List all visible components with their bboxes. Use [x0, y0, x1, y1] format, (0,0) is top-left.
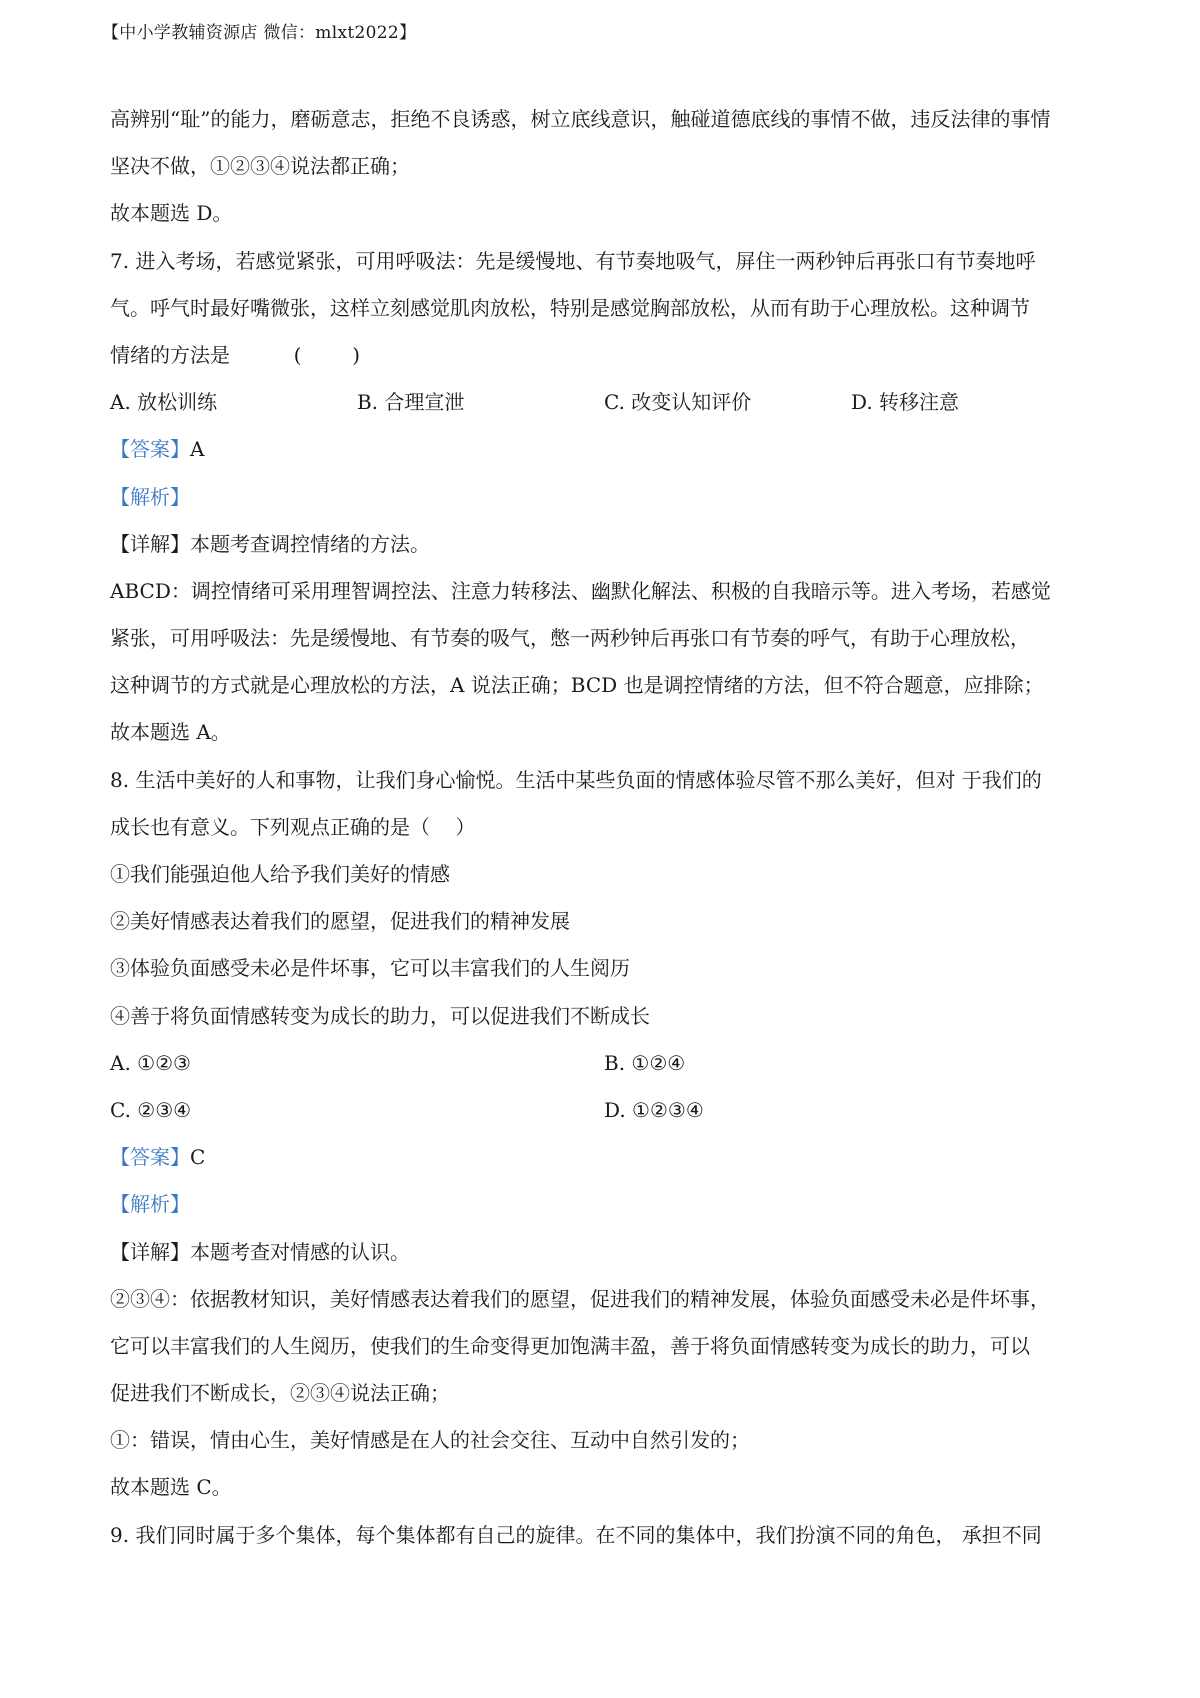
- analysis-line: [110, 474, 1100, 521]
- option-c: C. ②③④: [110, 1097, 192, 1122]
- option-d: D. 转移注意: [851, 390, 960, 415]
- explanation-line: ABCD：调控情绪可采用理智调控法、注意力转移法、幽默化解法、积极的自我暗示等。进入考场，若感觉: [110, 578, 1051, 603]
- explanation-line: 故本题选 A。: [110, 720, 231, 745]
- analysis-line: [110, 1181, 1100, 1228]
- option-a: A. ①②③: [110, 1050, 191, 1075]
- explanation-line: 故本题选 C。: [110, 1475, 232, 1500]
- answer-label: 【答案】: [110, 1145, 190, 1170]
- option-b: B. 合理宣泄: [357, 390, 465, 415]
- watermark-header: 【中小学教辅资源店 微信：mlxt2022】: [102, 23, 417, 43]
- statement-2: ②美好情感表达着我们的愿望，促进我们的精神发展: [110, 909, 570, 934]
- analysis-label: 【解析】: [110, 1192, 190, 1217]
- option-c: C. 改变认知评价: [604, 390, 752, 415]
- explanation-line: ①：错误，情由心生，美好情感是在人的社会交往、互动中自然引发的；: [110, 1428, 750, 1453]
- answer-line: [110, 1134, 1100, 1181]
- explanation-line: 紧张，可用呼吸法：先是缓慢地、有节奏的吸气，憋一两秒钟后再张口有节奏的呼气，有助于心理放松，: [110, 626, 1030, 651]
- explanation-line: 这种调节的方式就是心理放松的方法，A 说法正确；BCD 也是调控情绪的方法，但不符合题意，应排除；: [110, 673, 1044, 698]
- option-d: D. ①②③④: [604, 1097, 704, 1122]
- explanation-line: 促进我们不断成长，②③④说法正确；: [110, 1381, 450, 1406]
- answer-line: [110, 426, 1100, 473]
- question-8-stem: 8. 生活中美好的人和事物，让我们身心愉悦。生活中某些负面的情感体验尽管不那么美好，但对 于我们的: [110, 767, 1042, 792]
- option-a: A. 放松训练: [110, 390, 218, 415]
- paragraph-line: 高辨别“耻”的能力，磨砺意志，拒绝不良诱惑，树立底线意识，触碰道德底线的事情不做，违反法律的事情: [110, 107, 1051, 131]
- analysis-label: 【解析】: [110, 484, 190, 509]
- detail-line: 【详解】本题考查调控情绪的方法。: [110, 531, 430, 556]
- question-8-options-row2: [110, 1087, 1100, 1134]
- answer-value: C: [190, 1145, 206, 1170]
- explanation-line: ②③④：依据教材知识，美好情感表达着我们的愿望，促进我们的精神发展，体验负面感受未必是件坏事，: [110, 1286, 1050, 1311]
- question-8-stem: 成长也有意义。下列观点正确的是（ ）: [110, 814, 476, 839]
- detail-line: 【详解】本题考查对情感的认识。: [110, 1239, 410, 1264]
- question-7-stem: 气。呼气时最好嘴微张，这样立刻感觉肌肉放松，特别是感觉胸部放松，从而有助于心理放松。这种调节: [110, 295, 1030, 320]
- answer-label: 【答案】: [110, 437, 190, 462]
- statement-4: ④善于将负面情感转变为成长的助力，可以促进我们不断成长: [110, 1003, 650, 1028]
- question-7-stem: 7. 进入考场，若感觉紧张，可用呼吸法：先是缓慢地、有节奏地吸气，屏住一两秒钟后再张口有节奏地呼: [110, 248, 1036, 273]
- question-8-options-row1: [110, 1040, 1100, 1087]
- option-b: B. ①②④: [604, 1050, 686, 1075]
- statement-1: ①我们能强迫他人给予我们美好的情感: [110, 862, 450, 886]
- paragraph-line: 故本题选 D。: [110, 201, 233, 226]
- question-7-options: [110, 379, 1100, 426]
- question-9-stem: 9. 我们同时属于多个集体，每个集体都有自己的旋律。在不同的集体中，我们扮演不同的角色， 承担不同: [110, 1522, 1042, 1547]
- document-body: [110, 96, 1100, 1559]
- answer-value: A: [190, 437, 205, 462]
- question-7-stem: 情绪的方法是 ( ): [110, 342, 361, 367]
- statement-3: ③体验负面感受未必是件坏事，它可以丰富我们的人生阅历: [110, 956, 630, 981]
- paragraph-line: 坚决不做，①②③④说法都正确；: [110, 154, 410, 179]
- explanation-line: 它可以丰富我们的人生阅历，使我们的生命变得更加饱满丰盈，善于将负面情感转变为成长的助力，可以: [110, 1333, 1030, 1358]
